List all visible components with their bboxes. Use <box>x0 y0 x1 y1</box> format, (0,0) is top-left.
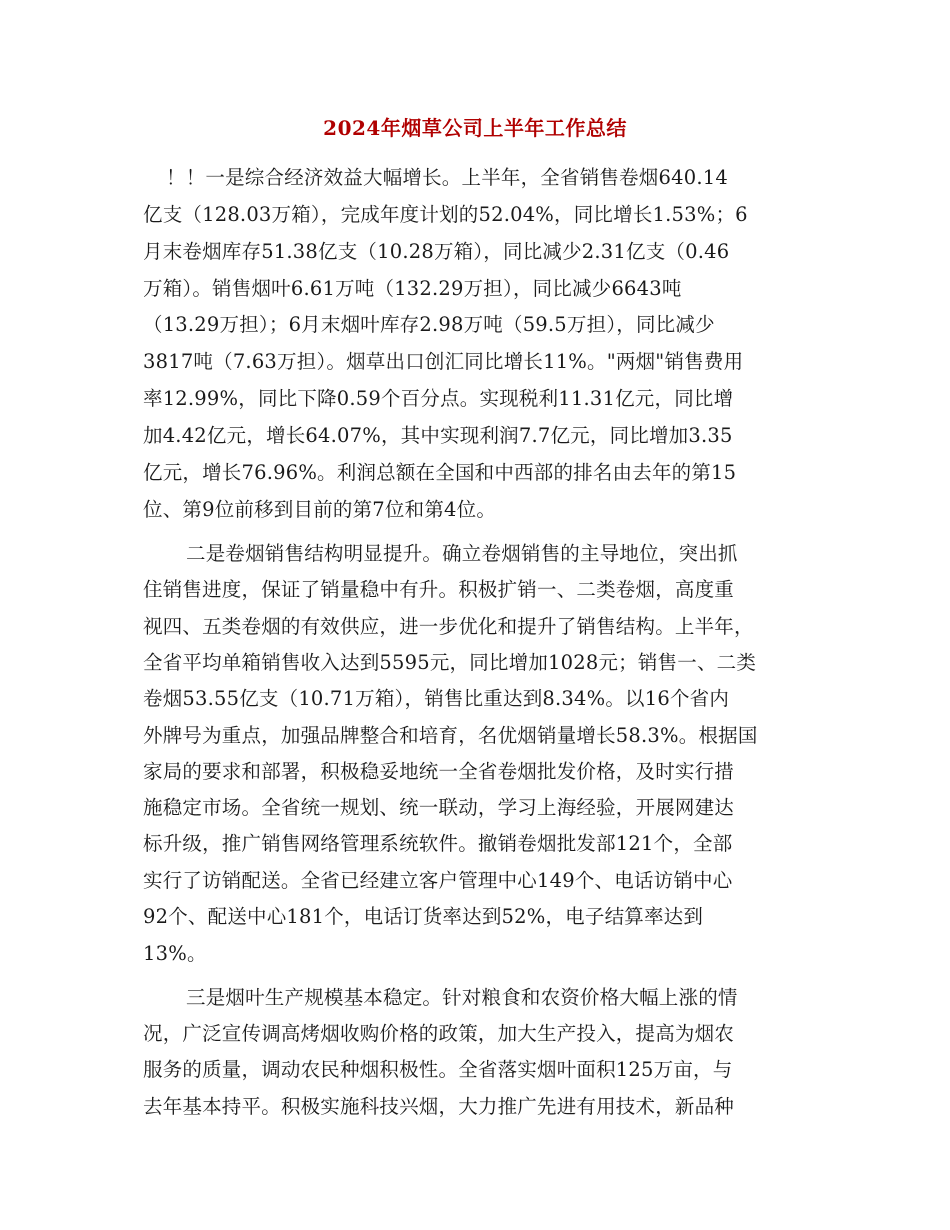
paragraph-line: 况，广泛宣传调高烤烟收购价格的政策，加大生产投入，提高为烟农 <box>143 1022 735 1045</box>
paragraph-line: 92个、配送中心181个，电话订货率达到52%，电子结算率达到 <box>143 905 704 928</box>
paragraph-line: 标升级，推广销售网络管理系统软件。撤销卷烟批发部121个，全部 <box>143 832 733 855</box>
paragraph-line: （13.29万担）；6月末烟叶库存2.98万吨（59.5万担），同比减少 <box>143 313 715 336</box>
paragraph-line: 外牌号为重点，加强品牌整合和培育，名优烟销量增长58.3%。根据国 <box>143 724 758 747</box>
paragraph-line: 万箱）。销售烟叶6.61万吨（132.29万担），同比减少6643吨 <box>143 277 682 300</box>
paragraph-line: 亿支（128.03万箱），完成年度计划的52.04%，同比增长1.53%；6 <box>143 203 748 226</box>
paragraph-line: 率12.99%，同比下降0.59个百分点。实现税利11.31亿元，同比增 <box>143 387 734 410</box>
paragraph-line: 位、第9位前移到目前的第7位和第4位。 <box>143 498 497 521</box>
paragraph-line: 卷烟53.55亿支（10.71万箱），销售比重达到8.34%。以16个省内 <box>143 687 730 710</box>
paragraph-line: 实行了访销配送。全省已经建立客户管理中心149个、电话访销中心 <box>143 869 733 892</box>
paragraph-line: 住销售进度，保证了销量稳中有升。积极扩销一、二类卷烟，高度重 <box>143 578 735 601</box>
paragraph-line: 全省平均单箱销售收入达到5595元，同比增加1028元；销售一、二类 <box>143 651 757 674</box>
paragraph-line: 服务的质量，调动农民种烟积极性。全省落实烟叶面积125万亩，与 <box>143 1058 733 1081</box>
paragraph-line: 加4.42亿元，增长64.07%，其中实现利润7.7亿元，同比增加3.35 <box>143 424 733 447</box>
paragraph-line: 亿元，增长76.96%。利润总额在全国和中西部的排名由去年的第15 <box>143 461 737 484</box>
paragraph-line: 视四、五类卷烟的有效供应，进一步优化和提升了销售结构。上半年， <box>143 615 754 638</box>
paragraph-line: 13%。 <box>143 942 207 965</box>
paragraph-line: 去年基本持平。积极实施科技兴烟，大力推广先进有用技术，新品种 <box>143 1095 735 1118</box>
document-title: 2024年烟草公司上半年工作总结 <box>323 116 627 140</box>
paragraph-line: 三是烟叶生产规模基本稳定。针对粮食和农资价格大幅上涨的情 <box>186 986 738 1009</box>
paragraph-line: 3817吨（7.63万担）。烟草出口创汇同比增长11%。"两烟"销售费用 <box>143 350 744 373</box>
paragraph-line: 施稳定市场。全省统一规划、统一联动，学习上海经验，开展网建达 <box>143 796 735 819</box>
paragraph-line: 二是卷烟销售结构明显提升。确立卷烟销售的主导地位，突出抓 <box>186 542 738 565</box>
paragraph-line: ！！一是综合经济效益大幅增长。上半年，全省销售卷烟640.14 <box>166 166 728 189</box>
paragraph-line: 月末卷烟库存51.38亿支（10.28万箱），同比减少2.31亿支（0.46 <box>143 240 730 263</box>
paragraph-line: 家局的要求和部署，积极稳妥地统一全省卷烟批发价格，及时实行措 <box>143 760 735 783</box>
